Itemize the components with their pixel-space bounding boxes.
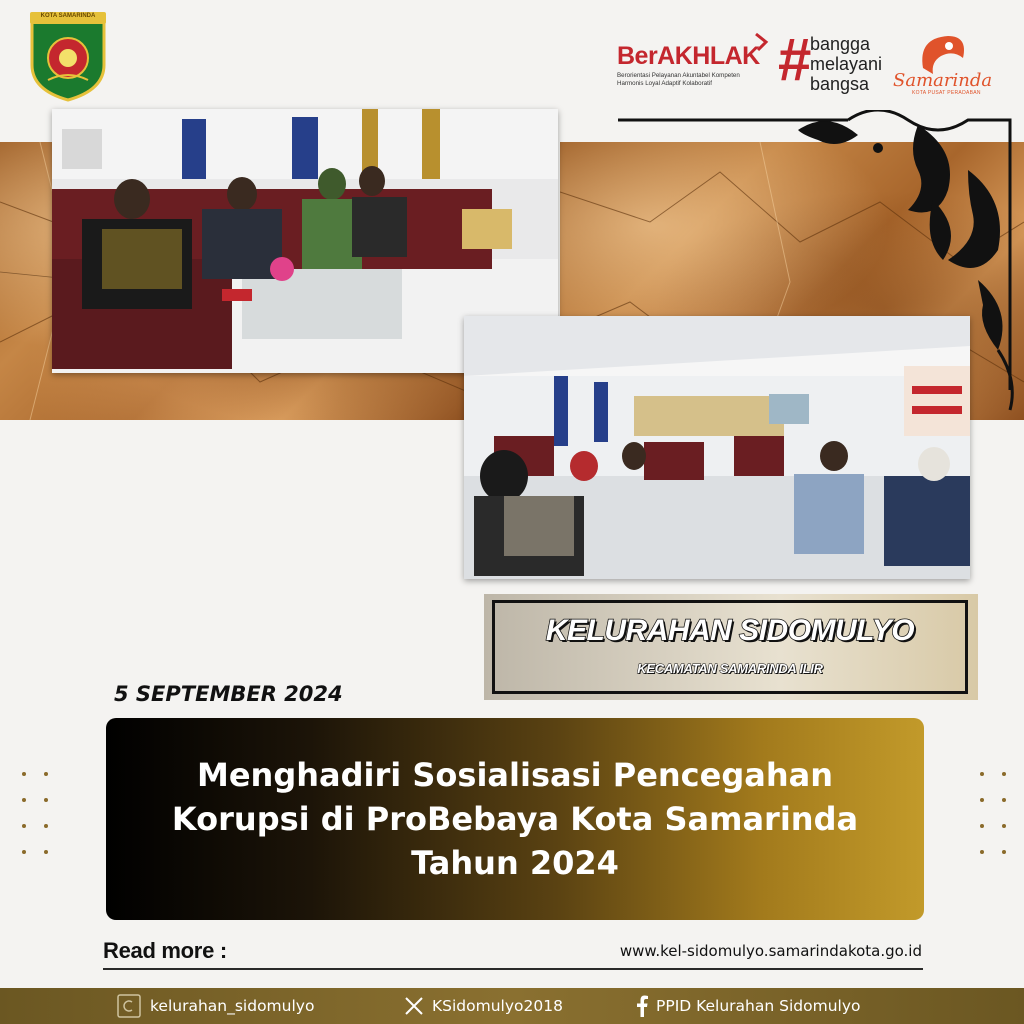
facebook-icon xyxy=(636,995,648,1017)
institution-district: KECAMATAN SAMARINDA ILIR xyxy=(637,661,823,676)
facebook-page: PPID Kelurahan Sidomulyo xyxy=(656,997,861,1015)
event-photo-hall xyxy=(464,316,970,579)
berakhlak-subtitle-line2: Harmonis Loyal Adaptif Kolaboratif xyxy=(617,80,712,87)
read-more-divider xyxy=(103,968,923,970)
bangga-line2: melayani xyxy=(810,54,883,74)
bangga-melayani-bangsa-logo xyxy=(810,34,882,94)
footer-x[interactable] xyxy=(404,994,563,1018)
instagram-handle: kelurahan_sidomulyo xyxy=(150,997,315,1015)
x-logo-icon xyxy=(404,996,424,1016)
bangga-line3: bangsa xyxy=(810,74,870,94)
footer-instagram[interactable] xyxy=(116,994,314,1018)
instagram-icon xyxy=(116,994,142,1018)
headline-line1: Menghadiri Sosialisasi Pencegahan xyxy=(196,756,833,794)
post-date: 5 SEPTEMBER 2024 xyxy=(114,682,343,706)
berakhlak-logo-title: BerAKHLAK xyxy=(617,42,760,70)
berakhlak-logo-subtitle xyxy=(617,72,767,88)
website-link[interactable]: www.kel-sidomulyo.samarindakota.go.id xyxy=(619,942,922,960)
read-more-label: Read more : xyxy=(103,938,227,963)
berakhlak-subtitle-line1: Berorientasi Pelayanan Akuntabel Kompeten xyxy=(617,72,740,79)
samarinda-logo-tagline: KOTA PUSAT PERADABAN xyxy=(912,90,981,96)
decorative-dots-left xyxy=(22,772,48,862)
x-handle: KSidomulyo2018 xyxy=(432,997,563,1015)
samarinda-logo-word: Samarinda xyxy=(893,70,993,91)
headline-line2: Korupsi di ProBebaya Kota Samarinda xyxy=(171,800,859,838)
institution-name: KELURAHAN SIDOMULYO xyxy=(545,614,915,647)
headline-line3: Tahun 2024 xyxy=(411,844,619,882)
bangga-line1: bangga xyxy=(810,34,871,54)
footer-facebook[interactable] xyxy=(636,994,860,1018)
decorative-dots-right xyxy=(980,772,1006,862)
kota-samarinda-emblem xyxy=(24,10,112,102)
headline-box xyxy=(106,718,924,920)
bangga-hash-mark: # xyxy=(778,26,812,93)
emblem-banner-text: KOTA SAMARINDA xyxy=(40,13,96,19)
berakhlak-chevron-icon xyxy=(752,32,772,52)
headline-text xyxy=(125,753,905,885)
